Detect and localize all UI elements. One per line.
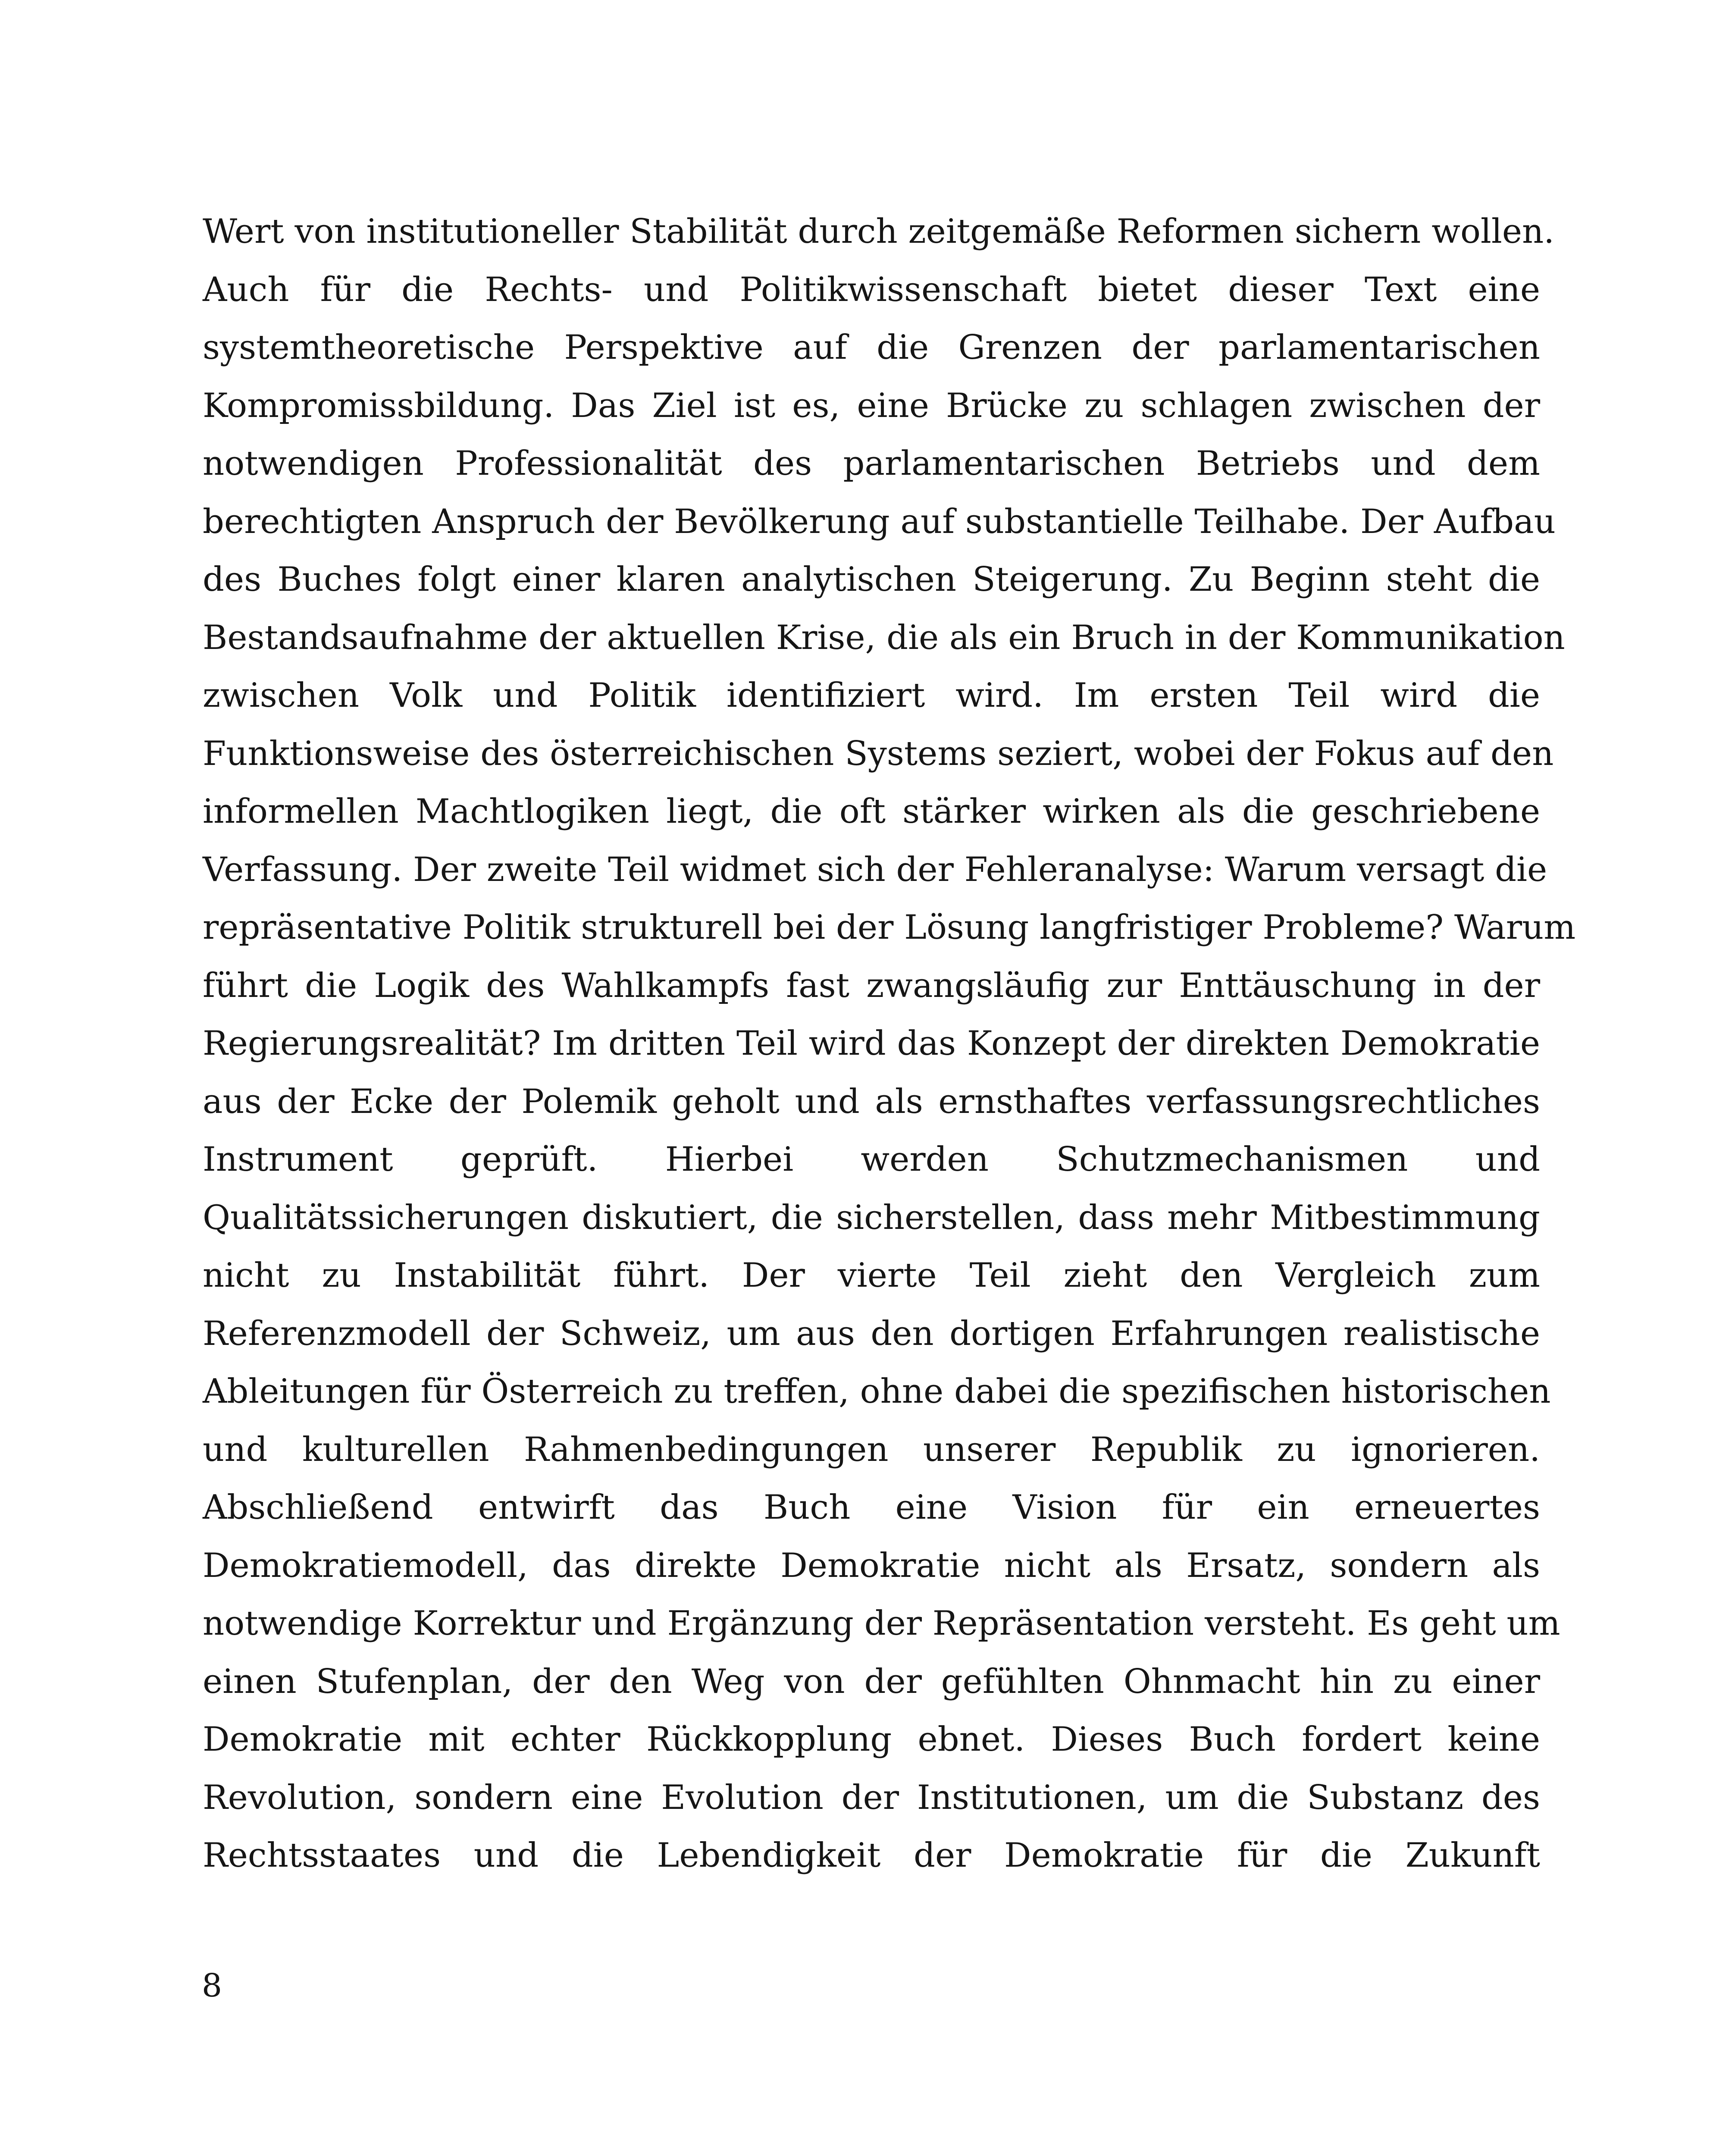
text-line: zwischen Volk und Politik identifiziert wird. Im ersten Teil wird die xyxy=(203,676,1540,715)
text-line: Instrument geprüft. Hierbei werden Schutzmechanismen und xyxy=(203,1140,1540,1179)
text-line: Demokratie mit echter Rückkopplung ebnet. Dieses Buch fordert keine xyxy=(203,1720,1540,1759)
text-line: Abschließend entwirft das Buch eine Vision für ein erneuertes xyxy=(203,1488,1540,1527)
text-line: Wert von institutioneller Stabilität durch zeitgemäße Reformen sichern wollen. xyxy=(203,212,1555,251)
text-line: Auch für die Rechts- und Politikwissenschaft bietet dieser Text eine xyxy=(203,270,1540,309)
text-line: systemtheoretische Perspektive auf die Grenzen der parlamentarischen xyxy=(203,328,1540,367)
text-line: Bestandsaufnahme der aktuellen Krise, die als ein Bruch in der Kommunikation xyxy=(203,618,1565,657)
text-line: Demokratiemodell, das direkte Demokratie nicht als Ersatz, sondern als xyxy=(203,1546,1540,1585)
text-line: führt die Logik des Wahlkampfs fast zwangsläufig zur Enttäuschung in der xyxy=(203,966,1540,1005)
page-number: 8 xyxy=(202,1967,222,2004)
text-line: Verfassung. Der zweite Teil widmet sich der Fehleranalyse: Warum versagt die xyxy=(203,850,1547,889)
text-line: und kulturellen Rahmenbedingungen unserer Republik zu ignorieren. xyxy=(203,1430,1540,1469)
text-line: Ableitungen für Österreich zu treffen, ohne dabei die spezifischen historischen xyxy=(203,1372,1551,1411)
text-line: Kompromissbildung. Das Ziel ist es, eine Brücke zu schlagen zwischen der xyxy=(203,386,1540,425)
body-paragraph xyxy=(203,203,1576,1885)
text-line: informellen Machtlogiken liegt, die oft stärker wirken als die geschriebene xyxy=(203,792,1540,831)
text-line: aus der Ecke der Polemik geholt und als ernsthaftes verfassungsrechtliches xyxy=(203,1082,1540,1121)
text-line: berechtigten Anspruch der Bevölkerung auf substantielle Teilhabe. Der Aufbau xyxy=(203,502,1556,541)
text-line: nicht zu Instabilität führt. Der vierte Teil zieht den Vergleich zum xyxy=(203,1256,1540,1295)
text-line: des Buches folgt einer klaren analytischen Steigerung. Zu Beginn steht die xyxy=(203,560,1540,599)
text-line: Referenzmodell der Schweiz, um aus den dortigen Erfahrungen realistische xyxy=(203,1314,1540,1353)
text-line: Rechtsstaates und die Lebendigkeit der Demokratie für die Zukunft xyxy=(203,1836,1540,1875)
text-line: Regierungsrealität? Im dritten Teil wird das Konzept der direkten Demokratie xyxy=(203,1024,1540,1063)
text-line: einen Stufenplan, der den Weg von der gefühlten Ohnmacht hin zu einer xyxy=(203,1662,1540,1701)
text-line: Revolution, sondern eine Evolution der Institutionen, um die Substanz des xyxy=(203,1778,1540,1817)
text-line: repräsentative Politik strukturell bei der Lösung langfristiger Probleme? Warum xyxy=(203,908,1576,947)
text-line: notwendigen Professionalität des parlamentarischen Betriebs und dem xyxy=(203,444,1540,483)
text-line: Funktionsweise des österreichischen Systems seziert, wobei der Fokus auf den xyxy=(203,734,1554,773)
text-line: Qualitätssicherungen diskutiert, die sicherstellen, dass mehr Mitbestimmung xyxy=(203,1198,1540,1237)
text-line: notwendige Korrektur und Ergänzung der Repräsentation versteht. Es geht um xyxy=(203,1604,1560,1643)
